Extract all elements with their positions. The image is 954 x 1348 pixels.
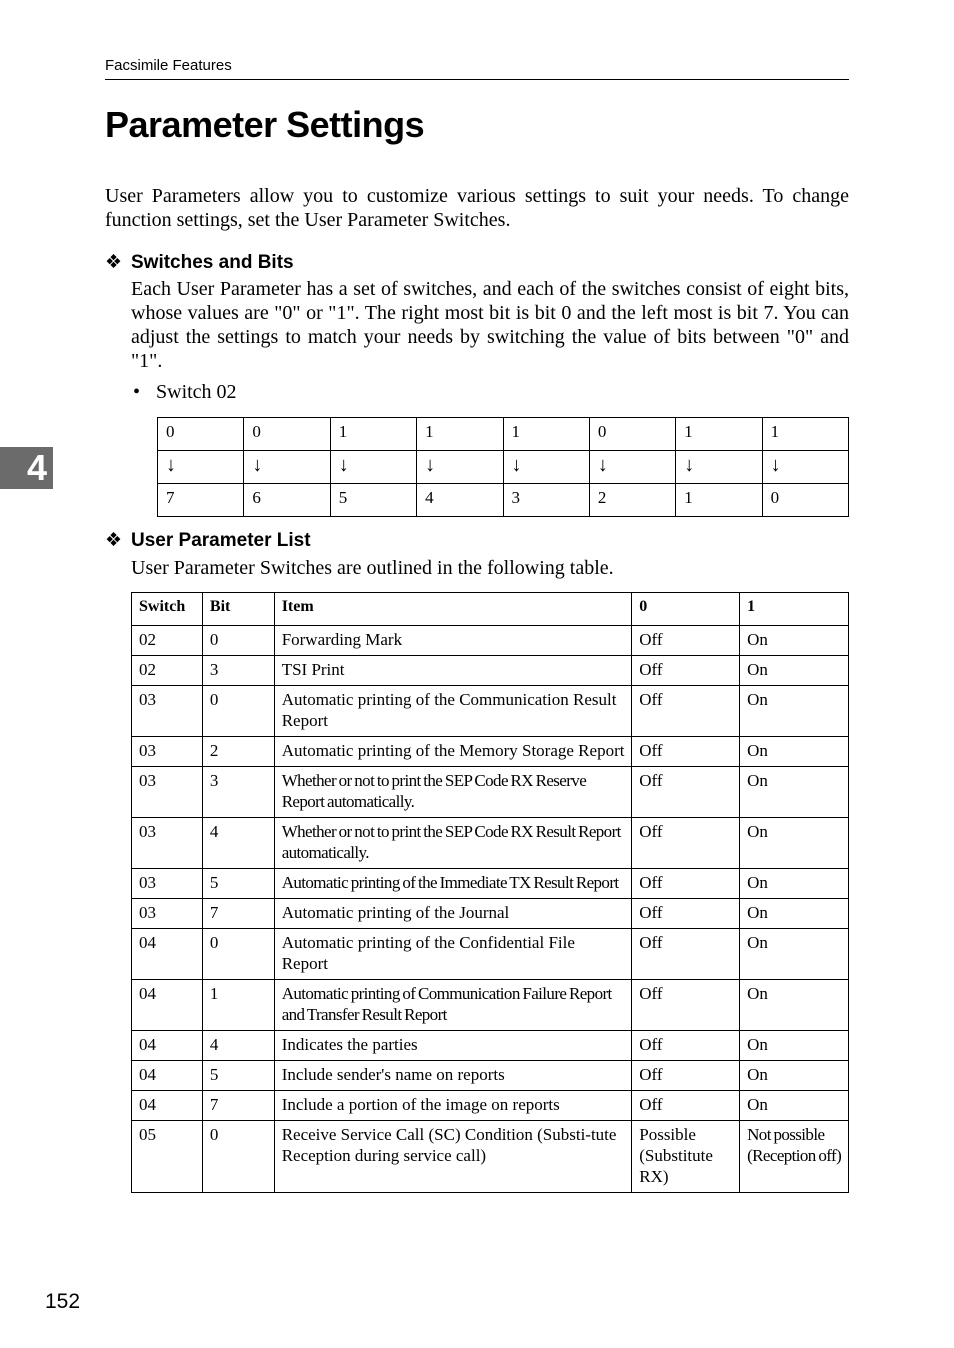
column-header-1: 1 xyxy=(740,593,849,626)
switches-description: Each User Parameter has a set of switches, and each of the switches consist of eight bits, whose values are "0" or "1". The right most bit is bit 0 and the left most is bit 7. You can adjust the settings to match your needs by switching the value of bits between "0" and "1". xyxy=(131,278,849,372)
table-row xyxy=(132,869,849,899)
value-0-cell: Off xyxy=(632,899,740,929)
bit-number-cell: 1 xyxy=(676,484,762,517)
value-1-cell: On xyxy=(740,1091,849,1121)
bit-cell: 4 xyxy=(202,818,274,869)
table-row xyxy=(132,1091,849,1121)
bit-cell: 0 xyxy=(202,626,274,656)
down-arrow-icon: ↓ xyxy=(762,451,848,484)
table-row xyxy=(132,767,849,818)
switch-cell: 03 xyxy=(132,869,203,899)
down-arrow-icon: ↓ xyxy=(417,451,503,484)
bit-number-cell: 2 xyxy=(589,484,675,517)
value-1-cell: Not possible (Reception off) xyxy=(740,1121,849,1193)
value-0-cell: Off xyxy=(632,626,740,656)
bit-cell: 3 xyxy=(202,767,274,818)
value-0-cell: Off xyxy=(632,686,740,737)
switch-cell: 04 xyxy=(132,929,203,980)
down-arrow-icon: ↓ xyxy=(330,451,416,484)
page-number: 152 xyxy=(45,1290,81,1313)
value-0-cell: Off xyxy=(632,1091,740,1121)
switch-cell: 02 xyxy=(132,626,203,656)
value-0-cell: Off xyxy=(632,767,740,818)
table-row xyxy=(132,980,849,1031)
bit-value-cell: 1 xyxy=(330,418,416,451)
item-cell: TSI Print xyxy=(274,656,632,686)
table-header-row xyxy=(132,593,849,626)
value-1-cell: On xyxy=(740,1061,849,1091)
bit-values-row xyxy=(158,418,849,451)
bit-number-cell: 7 xyxy=(158,484,244,517)
down-arrow-icon: ↓ xyxy=(589,451,675,484)
bit-cell: 4 xyxy=(202,1031,274,1061)
bit-cell: 7 xyxy=(202,1091,274,1121)
bit-cell: 1 xyxy=(202,980,274,1031)
switches-heading xyxy=(105,251,294,274)
switch-bullet-item xyxy=(133,381,237,404)
value-1-cell: On xyxy=(740,869,849,899)
item-cell: Forwarding Mark xyxy=(274,626,632,656)
table-row xyxy=(132,818,849,869)
bit-value-cell: 1 xyxy=(762,418,848,451)
switch-cell: 02 xyxy=(132,656,203,686)
bullet-dot-icon: • xyxy=(133,381,141,403)
value-1-cell: On xyxy=(740,980,849,1031)
column-header-0: 0 xyxy=(632,593,740,626)
item-cell: Whether or not to print the SEP Code RX Reserve Report automatically. xyxy=(274,767,632,818)
item-cell: Include a portion of the image on reports xyxy=(274,1091,632,1121)
bit-cell: 5 xyxy=(202,1061,274,1091)
switch-cell: 04 xyxy=(132,1031,203,1061)
diamond-bullet-icon: ❖ xyxy=(105,530,123,551)
page-title: Parameter Settings xyxy=(105,104,425,145)
value-1-cell: On xyxy=(740,929,849,980)
switch-cell: 04 xyxy=(132,1091,203,1121)
value-1-cell: On xyxy=(740,1031,849,1061)
switch-cell: 04 xyxy=(132,1061,203,1091)
column-header-bit: Bit xyxy=(202,593,274,626)
bit-number-cell: 6 xyxy=(244,484,330,517)
value-1-cell: On xyxy=(740,767,849,818)
list-description: User Parameter Switches are outlined in the following table. xyxy=(131,557,614,579)
switch-cell: 04 xyxy=(132,980,203,1031)
bit-number-cell: 3 xyxy=(503,484,589,517)
table-row xyxy=(132,686,849,737)
item-cell: Automatic printing of Communication Failure Report and Transfer Result Report xyxy=(274,980,632,1031)
value-0-cell: Off xyxy=(632,869,740,899)
diamond-bullet-icon: ❖ xyxy=(105,252,123,273)
parameter-table xyxy=(131,592,849,1193)
bit-value-cell: 0 xyxy=(244,418,330,451)
bit-cell: 0 xyxy=(202,929,274,980)
bit-value-cell: 0 xyxy=(589,418,675,451)
bit-cell: 5 xyxy=(202,869,274,899)
switch-cell: 03 xyxy=(132,818,203,869)
chapter-tab: 4 xyxy=(0,447,53,489)
switch-cell: 03 xyxy=(132,686,203,737)
item-cell: Automatic printing of the Confidential File Report xyxy=(274,929,632,980)
column-header-item: Item xyxy=(274,593,632,626)
value-1-cell: On xyxy=(740,899,849,929)
item-cell: Automatic printing of the Memory Storage Report xyxy=(274,737,632,767)
item-cell: Automatic printing of the Communication Result Report xyxy=(274,686,632,737)
value-0-cell: Possible (Substitute RX) xyxy=(632,1121,740,1193)
value-1-cell: On xyxy=(740,686,849,737)
table-row xyxy=(132,626,849,656)
table-row xyxy=(132,899,849,929)
item-cell: Indicates the parties xyxy=(274,1031,632,1061)
table-row xyxy=(132,737,849,767)
value-1-cell: On xyxy=(740,656,849,686)
list-heading xyxy=(105,529,311,552)
switch-cell: 03 xyxy=(132,899,203,929)
table-row xyxy=(132,1121,849,1193)
bit-number-cell: 4 xyxy=(417,484,503,517)
value-0-cell: Off xyxy=(632,1061,740,1091)
bit-numbers-row xyxy=(158,484,849,517)
bit-value-cell: 0 xyxy=(158,418,244,451)
bit-number-cell: 5 xyxy=(330,484,416,517)
item-cell: Automatic printing of the Immediate TX Result Report xyxy=(274,869,632,899)
item-cell: Include sender's name on reports xyxy=(274,1061,632,1091)
bit-value-cell: 1 xyxy=(503,418,589,451)
down-arrow-icon: ↓ xyxy=(676,451,762,484)
running-header: Facsimile Features xyxy=(105,57,849,80)
value-0-cell: Off xyxy=(632,818,740,869)
down-arrow-icon: ↓ xyxy=(158,451,244,484)
bit-cell: 7 xyxy=(202,899,274,929)
value-1-cell: On xyxy=(740,818,849,869)
bit-value-cell: 1 xyxy=(417,418,503,451)
table-row xyxy=(132,1061,849,1091)
bit-arrows-row xyxy=(158,451,849,484)
bit-cell: 3 xyxy=(202,656,274,686)
table-row xyxy=(132,656,849,686)
table-row xyxy=(132,929,849,980)
bit-table xyxy=(157,417,849,517)
list-heading-label: User Parameter List xyxy=(131,530,311,551)
value-0-cell: Off xyxy=(632,929,740,980)
value-0-cell: Off xyxy=(632,737,740,767)
bit-number-cell: 0 xyxy=(762,484,848,517)
switch-cell: 03 xyxy=(132,737,203,767)
intro-paragraph: User Parameters allow you to customize various settings to suit your needs. To change function settings, set the User Parameter Switches. xyxy=(105,185,849,231)
switch-cell: 03 xyxy=(132,767,203,818)
value-0-cell: Off xyxy=(632,980,740,1031)
table-row xyxy=(132,1031,849,1061)
column-header-switch: Switch xyxy=(132,593,203,626)
item-cell: Whether or not to print the SEP Code RX Result Report automatically. xyxy=(274,818,632,869)
bit-value-cell: 1 xyxy=(676,418,762,451)
switch-bullet-label: Switch 02 xyxy=(156,381,237,403)
item-cell: Automatic printing of the Journal xyxy=(274,899,632,929)
switches-heading-label: Switches and Bits xyxy=(131,252,294,273)
value-1-cell: On xyxy=(740,626,849,656)
bit-cell: 2 xyxy=(202,737,274,767)
value-0-cell: Off xyxy=(632,1031,740,1061)
down-arrow-icon: ↓ xyxy=(503,451,589,484)
value-0-cell: Off xyxy=(632,656,740,686)
switch-cell: 05 xyxy=(132,1121,203,1193)
down-arrow-icon: ↓ xyxy=(244,451,330,484)
value-1-cell: On xyxy=(740,737,849,767)
bit-cell: 0 xyxy=(202,686,274,737)
bit-cell: 0 xyxy=(202,1121,274,1193)
item-cell: Receive Service Call (SC) Condition (Substi-tute Reception during service call) xyxy=(274,1121,632,1193)
